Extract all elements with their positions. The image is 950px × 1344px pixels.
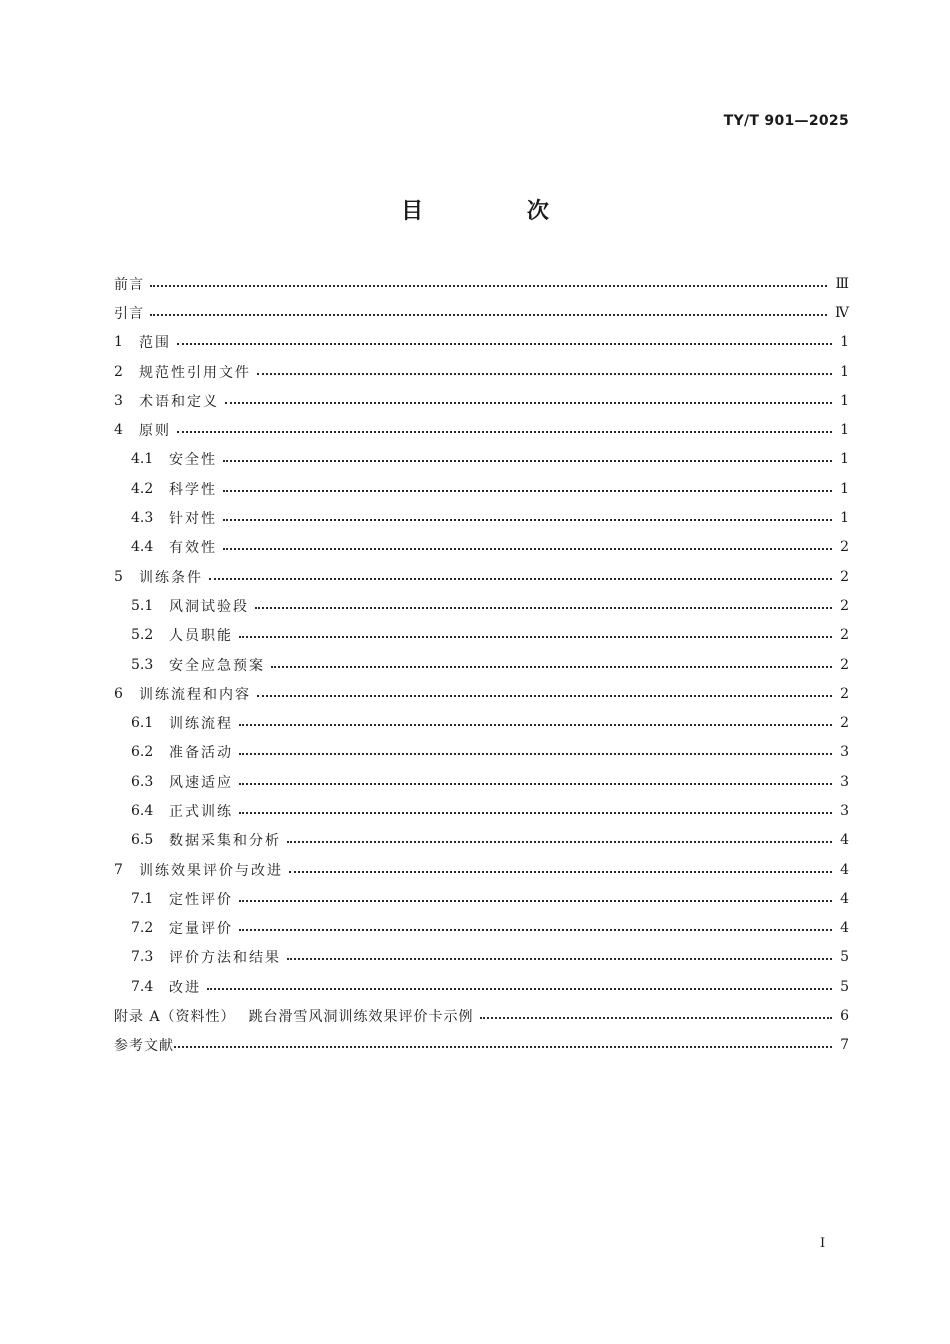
dot-leader bbox=[239, 812, 832, 814]
toc-subentry[interactable] bbox=[114, 533, 849, 562]
toc-entry-page: 2 bbox=[840, 597, 849, 614]
toc-entry-number: 4.4 bbox=[131, 539, 154, 556]
toc-subentry[interactable] bbox=[114, 503, 849, 532]
dot-leader bbox=[223, 460, 832, 462]
toc-entry-page: 6 bbox=[840, 1008, 849, 1025]
toc-entry-introduction[interactable] bbox=[114, 298, 849, 327]
toc-entry-label: 改进 bbox=[169, 979, 201, 996]
toc-entry-label: 术语和定义 bbox=[139, 393, 219, 410]
toc-entry-page: 1 bbox=[840, 510, 849, 527]
toc-subentry[interactable] bbox=[114, 621, 849, 650]
toc-entry-page: 7 bbox=[840, 1037, 849, 1054]
toc-subentry[interactable] bbox=[114, 914, 849, 943]
toc-entry-number: 6.1 bbox=[131, 715, 154, 732]
toc-entry-label: 引言 bbox=[114, 305, 144, 322]
toc-entry-label: 原则 bbox=[139, 423, 171, 440]
dot-leader bbox=[177, 343, 832, 345]
toc-entry-page: 2 bbox=[840, 627, 849, 644]
dot-leader bbox=[223, 548, 832, 550]
toc-entry-page: 4 bbox=[840, 861, 849, 878]
toc-entry-label: 定性评价 bbox=[169, 891, 233, 908]
toc-entry-number: 3 bbox=[114, 392, 123, 409]
toc-entry[interactable] bbox=[114, 386, 849, 415]
toc-entry-label: 人员职能 bbox=[169, 628, 233, 645]
toc-entry[interactable] bbox=[114, 328, 849, 357]
toc-entry-label: 参考文献 bbox=[114, 1038, 174, 1055]
dot-leader bbox=[150, 285, 827, 287]
toc-entry-label: 评价方法和结果 bbox=[169, 950, 281, 967]
toc-entry-page: 4 bbox=[840, 890, 849, 907]
toc-entry[interactable] bbox=[114, 562, 849, 591]
toc-entry-number: 7.4 bbox=[131, 978, 154, 995]
toc-entry-label: 安全性 bbox=[169, 452, 217, 469]
toc-entry-page: 4 bbox=[840, 832, 849, 849]
toc-entry-number: 5.2 bbox=[131, 627, 154, 644]
toc-entry-page: 1 bbox=[840, 451, 849, 468]
toc-entry-page: 3 bbox=[840, 773, 849, 790]
toc-entry-annex-a[interactable] bbox=[114, 1001, 849, 1030]
toc-entry-number: 2 bbox=[114, 363, 123, 380]
annex-title: 跳台滑雪风洞训练效果评价卡示例 bbox=[248, 1009, 474, 1026]
toc-entry-page: 2 bbox=[840, 539, 849, 556]
dot-leader bbox=[480, 1017, 833, 1019]
toc-entry-page: 5 bbox=[840, 978, 849, 995]
toc-entry-label: 风洞试验段 bbox=[169, 598, 249, 615]
dot-leader bbox=[225, 402, 832, 404]
toc-entry-label: 科学性 bbox=[169, 481, 217, 498]
toc-entry-label: 有效性 bbox=[169, 540, 217, 557]
toc-entry-page: Ⅳ bbox=[835, 304, 849, 321]
dot-leader bbox=[289, 871, 832, 873]
toc-subentry[interactable] bbox=[114, 474, 849, 503]
toc-entry-number: 6.3 bbox=[131, 773, 154, 790]
dot-leader bbox=[287, 958, 832, 960]
toc-entry-label: 训练流程 bbox=[169, 716, 233, 733]
toc-entry-number: 6.4 bbox=[131, 802, 154, 819]
dot-leader bbox=[239, 724, 832, 726]
dot-leader bbox=[150, 314, 827, 316]
page-number: I bbox=[820, 1236, 826, 1251]
toc-entry-page: 2 bbox=[840, 656, 849, 673]
toc-entry-page: 1 bbox=[840, 480, 849, 497]
toc-entry-foreword[interactable] bbox=[114, 269, 849, 298]
toc-entry-number: 7 bbox=[114, 861, 123, 878]
dot-leader bbox=[287, 841, 832, 843]
toc-entry-label: 范围 bbox=[139, 335, 171, 352]
toc-entry-page: 4 bbox=[840, 920, 849, 937]
toc-subentry[interactable] bbox=[114, 650, 849, 679]
toc-subentry[interactable] bbox=[114, 826, 849, 855]
toc-entry-page: 3 bbox=[840, 744, 849, 761]
toc-entry-label: 训练流程和内容 bbox=[139, 686, 251, 703]
toc-entry-number: 7.3 bbox=[131, 949, 154, 966]
toc-entry-page: Ⅲ bbox=[835, 275, 849, 292]
toc-subentry[interactable] bbox=[114, 738, 849, 767]
dot-leader bbox=[223, 519, 832, 521]
dot-leader bbox=[207, 988, 832, 990]
dot-leader bbox=[257, 695, 832, 697]
dot-leader bbox=[239, 783, 832, 785]
toc-entry-page: 1 bbox=[840, 392, 849, 409]
toc-entry-page: 1 bbox=[840, 363, 849, 380]
dot-leader bbox=[209, 578, 832, 580]
toc-entry-page: 1 bbox=[840, 422, 849, 439]
dot-leader bbox=[239, 753, 832, 755]
dot-leader bbox=[239, 929, 832, 931]
dot-leader bbox=[239, 636, 832, 638]
toc-entry[interactable] bbox=[114, 855, 849, 884]
dot-leader bbox=[174, 1046, 832, 1048]
toc-entry-label: 正式训练 bbox=[169, 803, 233, 820]
toc-list bbox=[114, 269, 849, 1060]
dot-leader bbox=[239, 900, 832, 902]
toc-entry-label: 安全应急预案 bbox=[169, 657, 265, 674]
toc-entry-number: 4 bbox=[114, 422, 123, 439]
toc-entry-number: 5.3 bbox=[131, 656, 154, 673]
toc-entry-number: 5 bbox=[114, 568, 123, 585]
annex-label: 附录 A（资料性） bbox=[114, 1009, 236, 1026]
toc-entry-number: 4.2 bbox=[131, 480, 154, 497]
toc-entry-label: 规范性引用文件 bbox=[139, 364, 251, 381]
toc-subentry[interactable] bbox=[114, 591, 849, 620]
toc-entry-label: 准备活动 bbox=[169, 745, 233, 762]
toc-entry-label: 定量评价 bbox=[169, 921, 233, 938]
toc-subentry[interactable] bbox=[114, 972, 849, 1001]
toc-entry-label: 训练条件 bbox=[139, 569, 203, 586]
toc-subentry[interactable] bbox=[114, 767, 849, 796]
toc-entry-label: 训练效果评价与改进 bbox=[139, 862, 283, 879]
dot-leader bbox=[271, 666, 832, 668]
dot-leader bbox=[223, 490, 832, 492]
toc-subentry[interactable] bbox=[114, 796, 849, 825]
toc-entry-number: 4.3 bbox=[131, 510, 154, 527]
page-title: 目 次 bbox=[401, 199, 597, 224]
toc-entry-number: 7.2 bbox=[131, 920, 154, 937]
dot-leader bbox=[257, 373, 832, 375]
toc-subentry[interactable] bbox=[114, 445, 849, 474]
toc-entry-label: 风速适应 bbox=[169, 774, 233, 791]
toc-entry-page: 3 bbox=[840, 802, 849, 819]
toc-entry-number: 6 bbox=[114, 685, 123, 702]
dot-leader bbox=[177, 431, 832, 433]
toc-entry-page: 2 bbox=[840, 685, 849, 702]
toc-entry-label: 数据采集和分析 bbox=[169, 833, 281, 850]
toc-entry-page: 1 bbox=[840, 334, 849, 351]
toc-entry-number: 5.1 bbox=[131, 597, 154, 614]
dot-leader bbox=[255, 607, 832, 609]
toc-entry-number: 6.2 bbox=[131, 744, 154, 761]
toc-entry-page: 5 bbox=[840, 949, 849, 966]
toc-entry-number: 7.1 bbox=[131, 890, 154, 907]
toc-subentry[interactable] bbox=[114, 708, 849, 737]
toc-entry-label: 针对性 bbox=[169, 511, 217, 528]
toc-entry[interactable] bbox=[114, 679, 849, 708]
toc-entry-page: 2 bbox=[840, 715, 849, 732]
toc-subentry[interactable] bbox=[114, 884, 849, 913]
toc-entry-number: 1 bbox=[114, 334, 123, 351]
toc-entry-bibliography[interactable] bbox=[114, 1031, 849, 1060]
standard-code: TY/T 901—2025 bbox=[723, 113, 849, 129]
toc-entry-number: 6.5 bbox=[131, 832, 154, 849]
toc-subentry[interactable] bbox=[114, 943, 849, 972]
toc-entry[interactable] bbox=[114, 357, 849, 386]
toc-entry-label: 前言 bbox=[114, 276, 144, 293]
toc-entry[interactable] bbox=[114, 415, 849, 444]
toc-entry-page: 2 bbox=[840, 568, 849, 585]
toc-entry-number: 4.1 bbox=[131, 451, 154, 468]
